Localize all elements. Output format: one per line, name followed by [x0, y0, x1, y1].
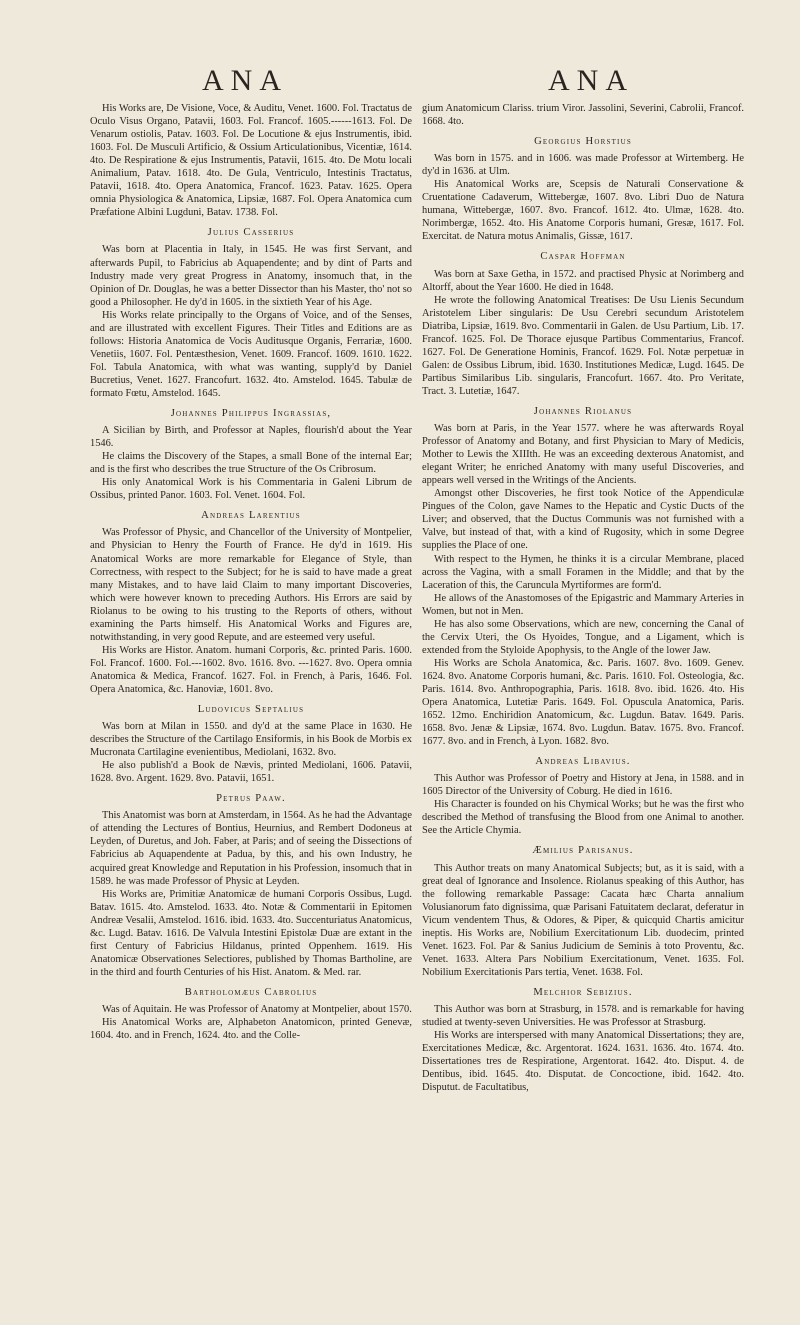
entry-heading: Melchior Sebizius.: [533, 986, 633, 998]
paragraph: He wrote the following Anatomical Treatises: De Usu Lienis Secundum Aristotelem Liber singularis: De Usu Cerebri secundum Aristotelem Diatriba, Lipsiæ, 1619. 8vo. Commentarii in Galen. de Usu Partium, Lib. 17. Francof. 1625. Fol. De Thorace ejusque Partibus Commentarius, Francof. 1627. Fol. De Generatione Hominis, Francof. 1629. Fol. Notæ perpetuæ in Galen: de Ossibus Librum, ibid. 1630. Institutiones Medicæ, Lugd. 1645. De Partibus Similaribus Lib. singularis, Francofurt. 1667. 4to. Pro Veritate, Tract. 3. Lutetiæ, 1647.: [422, 294, 744, 397]
entry-heading: Johannes Philippus Ingrassias,: [170, 408, 332, 420]
entry-heading: Caspar Hoffman: [540, 251, 626, 263]
paragraph: His Works are, De Visione, Voce, & Auditu, Venet. 1600. Fol. Tractatus de Oculo Visus Organo, Patavii, 1603. Fol. Francof. 1605.------1613. Fol. De Venarum ostiolis, Patav. 1603. Fol. De Locutione & ejus Instrumentis, ibid. 1603. Fol. De Musculi Artificio, & Ossium Articulationibus, Vicentiæ, 1614. 4to. De Respiratione & ejus Instrumentis, Patavii, 1615. 4to. De Motu locali Animalium, Patav. 1618. 4to. De Gula, Ventriculo, Intestinis Tractatus, Patavii, 1618. 4to. Opera Anatomica, Francof. 1623. Patav. 1625. Opera omnia Physiologica & Anatomica, Lipsiæ, 1687. Fol. Opera Anatomica cum Præfatione Albini Lugduni, Batav. 1738. Fol.: [90, 103, 412, 219]
paragraph: His only Anatomical Work is his Commentaria in Galeni Librum de Ossibus, printed Panor. 1603. Fol. Venet. 1604. Fol.: [90, 477, 412, 502]
paragraph: Was born at Placentia in Italy, in 1545. He was first Servant, and afterwards Pupil, to Fabricius ab Aquapendente; and by dint of Parts and Industry made very great Progress in Anatomy, insomuch that, in the Opinion of Dr. Douglas, he was a better Dissector than his Master, tho' not so good a Philosopher. He dy'd in 1605. in the sixtieth Year of his Age.: [90, 244, 412, 308]
paragraph: His Works are interspersed with many Anatomical Dissertations; they are, Exercitationes Medicæ, &c. Argentorat. 1624. 1631. 1636. 4to. 1674. 4to. Dissertationes tres de Respiratione, Argentorat. 1642. 4to. Disput. 4. de Dentibus, ibid. 1645. 4to. Disputat. de Concoctione, ibid. 1642. 4to. Disputut. de Facultatibus,: [422, 1030, 744, 1094]
paragraph: He has also some Observations, which are new, concerning the Canal of the Cervix Uteri, the Os Hyoides, Tongue, and a Ligament, which is extended from the Styloide Apophysis, to the Angle of the lower Jaw.: [422, 618, 744, 656]
running-head-right: ANA: [548, 64, 634, 97]
paragraph: His Character is founded on his Chymical Works; but he was the first who described the Method of transfusing the Blood from one Animal to another. See the Article Chymia.: [422, 799, 744, 837]
paragraph: He claims the Discovery of the Stapes, a small Bone of the internal Ear; and is the first who describes the true Structure of the Os Cribrosum.: [90, 451, 412, 476]
entry-heading: Andreas Larentius: [201, 510, 301, 522]
paragraph: Was Professor of Physic, and Chancellor of the University of Montpelier, and Physician to Henry the Fourth of France. He dy'd in 1619. His Anatomical Works are more remarkable for Elegance of Style, than Correctness, with respect to the Subject; for he is said to have made a great many Mistakes, and to have laid Claim to many important Discoveries, which were however known to preceding Authors. His Errors are said by Riolanus to be owing to his trusting to the Reports of others, without examining the Parts himself. His Anatomical Works and Figures are, notwithstanding, in very good Repute, and are esteemed very useful.: [90, 527, 412, 643]
paragraph: His Works relate principally to the Organs of Voice, and of the Senses, and are illustrated with excellent Figures. Their Titles and Editions are as follows: Historia Anatomica de Vocis Auditusque Organis, Ferrariæ, 1600. Venetiis, 1607. Fol. Pentæsthesion, Venet. 1609. Francof. 1609. 1610. 1622. Fol. Tabula Anatomica, with what was wanting, supply'd by Daniel Bucretius, Venet. 1627. Francofurt. 1632. 4to. Amstelod. 1645. Tabulæ de formato Fœtu, Amstelod. 1645.: [90, 309, 412, 399]
paragraph: Amongst other Discoveries, he first took Notice of the Appendiculæ Pingues of the Colon, gave Names to the Hepatic and Cystic Ducts of the Liver; and observed, that the Ductus Communis was not furnished with a Valve, but instead of that, with a kind of Rugosity, which in some Degree supplies the Place of one.: [422, 488, 744, 552]
paragraph: His Anatomical Works are, Alphabeton Anatomicon, printed Genevæ, 1604. 4to. and in French, 1624. 4to. and the Colle-: [90, 1017, 412, 1042]
paragraph: Was born in 1575. and in 1606. was made Professor at Wirtemberg. He dy'd in 1636. at Ulm.: [422, 153, 744, 178]
entry-heading: Bartholomæus Cabrolius: [184, 986, 318, 998]
paragraph: This Author was born at Strasburg, in 1578. and is remarkable for having studied at twenty-seven Universities. He was Professor at Strasburg.: [422, 1004, 744, 1029]
paragraph: This Author was Professor of Poetry and History at Jena, in 1588. and in 1605 Director of the University of Coburg. He died in 1616.: [422, 773, 744, 798]
entry-heading: Julius Casserius: [207, 227, 295, 239]
paragraph: His Anatomical Works are, Scepsis de Naturali Conservatione & Cruentatione Cadaverum, Wittebergæ, 1607. 8vo. Libri Duo de Natura humana, Wittebergæ, 1607. 8vo. Francof. 1612. 4to. Ulmæ, 1628. 4to. Norimbergæ, 1652. 4to. His Anatome Corporis humani, Gresæ, 1617. Fol. Exercitat. de Natura motus Animalis, Gissæ, 1617.: [422, 179, 744, 243]
continued-paragraph: gium Anatomicum Clariss. trium Viror. Jassolini, Severini, Cabrolii, Francof. 1668. 4to.: [422, 103, 744, 128]
entry-heading: Georgius Horstius: [534, 136, 632, 148]
paragraph: This Anatomist was born at Amsterdam, in 1564. As he had the Advantage of attending the Lectures of Bontius, Heurnius, and Rembert Dodoneus at Leyden, of Duretus, and Joh. Faber, at Paris; and of seeing the Dissections of Fabricius ab Aquapendente at Padua, by this, and his own Industry, he acquired great Knowledge and Reputation in his Profession, insomuch that in 1589. he was made Professor of Physic at Leyden.: [90, 810, 412, 887]
entry-heading: Andreas Libavius.: [535, 756, 631, 768]
entry-heading: Ludovicus Septalius: [197, 704, 305, 716]
paragraph: His Works are Schola Anatomica, &c. Paris. 1607. 8vo. 1609. Genev. 1624. 8vo. Anatome Corporis humani, &c. Paris. 1610. Fol. Osteologia, &c. Paris. 1614. 8vo. Anthropographia, Paris. 1618. 8vo. ibid. 1626. 4to. His Opera Anatomica, Lutetiæ Paris. 1649. Fol. Opuscula Anatomica, Paris. 1652. 12mo. Enchiridion Anatomicum, &c. Lugdun. Batav. 1649. Paris. 1658. 8vo. Jenæ & Lipsiæ, 1674. 8vo. Lugdun. Batav. 1675. 8vo. Francof. 1677. 8vo. and in French, à Lyon. 1682. 8vo.: [422, 657, 744, 748]
paragraph: Was born at Paris, in the Year 1577. where he was afterwards Royal Professor of Anatomy and Botany, and first Physician to Mary of Medicis, Mother to Lewis the XIIIth. He was an exceeding dexterous Anatomist, and elegant Writer; he enriched Anatomy with many useful Discoveries, and appears well versed in the Writings of the Ancients.: [422, 423, 744, 487]
paragraph: Was born at Saxe Getha, in 1572. and practised Physic at Norimberg and Altorff, about the Year 1600. He died in 1648.: [422, 268, 744, 293]
paragraph: A Sicilian by Birth, and Professor at Naples, flourish'd about the Year 1546.: [90, 425, 412, 450]
paragraph: His Works are, Primitiæ Anatomicæ de humani Corporis Ossibus, Lugd. Batav. 1615. 4to. Amstelod. 1633. 4to. Notæ & Commentarii in Epitomen Andreæ Vesalii, Amstelod. 1616. ibid. 1633. 4to. Succenturiatus Anatomicus, &c. Lugd. Batav. 1616. De Valvula Intestini Epistolæ Duæ are extant in the first Century of Fabricius Hildanus, printed Oppenhem. 1619. His Anatomicæ Observationes Selectiores, published by Thomas Bartholine, are in the third and fourth Centuries of his Hist. Anatom. & Med. rar.: [90, 888, 412, 978]
paragraph: Was of Aquitain. He was Professor of Anatomy at Montpelier, about 1570.: [102, 1004, 412, 1015]
entry-heading: Petrus Paaw.: [216, 793, 286, 805]
paragraph: With respect to the Hymen, he thinks it is a circular Membrane, placed across the Vagina, with a small Foramen in the Middle; and that by the Laceration of this, the Caruncula Myrtiformes are form'd.: [422, 553, 744, 591]
paragraph: Was born at Milan in 1550. and dy'd at the same Place in 1630. He describes the Structure of the Cartilago Ensiformis, in his Book de Morbis ex Mucronata Cartilagine evenientibus, Mediolani, 1632. 8vo.: [90, 721, 412, 759]
entry-heading: Johannes Riolanus: [533, 405, 633, 417]
paragraph: His Works are Histor. Anatom. humani Corporis, &c. printed Paris. 1600. Fol. Francof. 1600. Fol.---1602. 8vo. 1616. 8vo. ---1627. 8vo. Opera omnia Anatomica & Medica, Francof. 1627. Fol. in French, à Paris, 1646. Fol. Opera Anatomica, &c. Hanoviæ, 1601. 8vo.: [90, 644, 412, 695]
right-column: [422, 102, 744, 1094]
paragraph: He allows of the Anastomoses of the Epigastric and Mammary Arteries in Women, but not in Men.: [422, 592, 744, 617]
paragraph: This Author treats on many Anatomical Subjects; but, as it is said, with a great deal of Ignorance and Insolence. Riolanus speaking of this Author, has the following remarkable Passage: Cacata hæc Charta annalium Volusianorum fato dignissima, quæ Parisani Fatuitatem declarat, deferatur in Vicum vendentem Thus, & Odores, & Piper, & quicquid Chartis amicitur ineptis. His Works are, Nobilium Exercitationum Lib. duodecim, printed Venet. 1623. Fol. Par & Sanius Judicium de Seminis à toto Proventu, &c. Venet. 1633. Altera Pars Nobilium Exercitationum, Venet. 1635. Fol. Nobilium Exercitationis Pars tertia, Venet. 1638. Fol.: [422, 862, 744, 978]
left-column: [90, 102, 412, 1042]
entry-heading: Æmilius Parisanus.: [532, 845, 634, 857]
running-head-left: ANA: [202, 64, 288, 97]
paragraph: He also publish'd a Book de Nævis, printed Mediolani, 1606. Patavii, 1628. 8vo. Argent. 1629. 8vo. Patavii, 1651.: [90, 760, 412, 785]
